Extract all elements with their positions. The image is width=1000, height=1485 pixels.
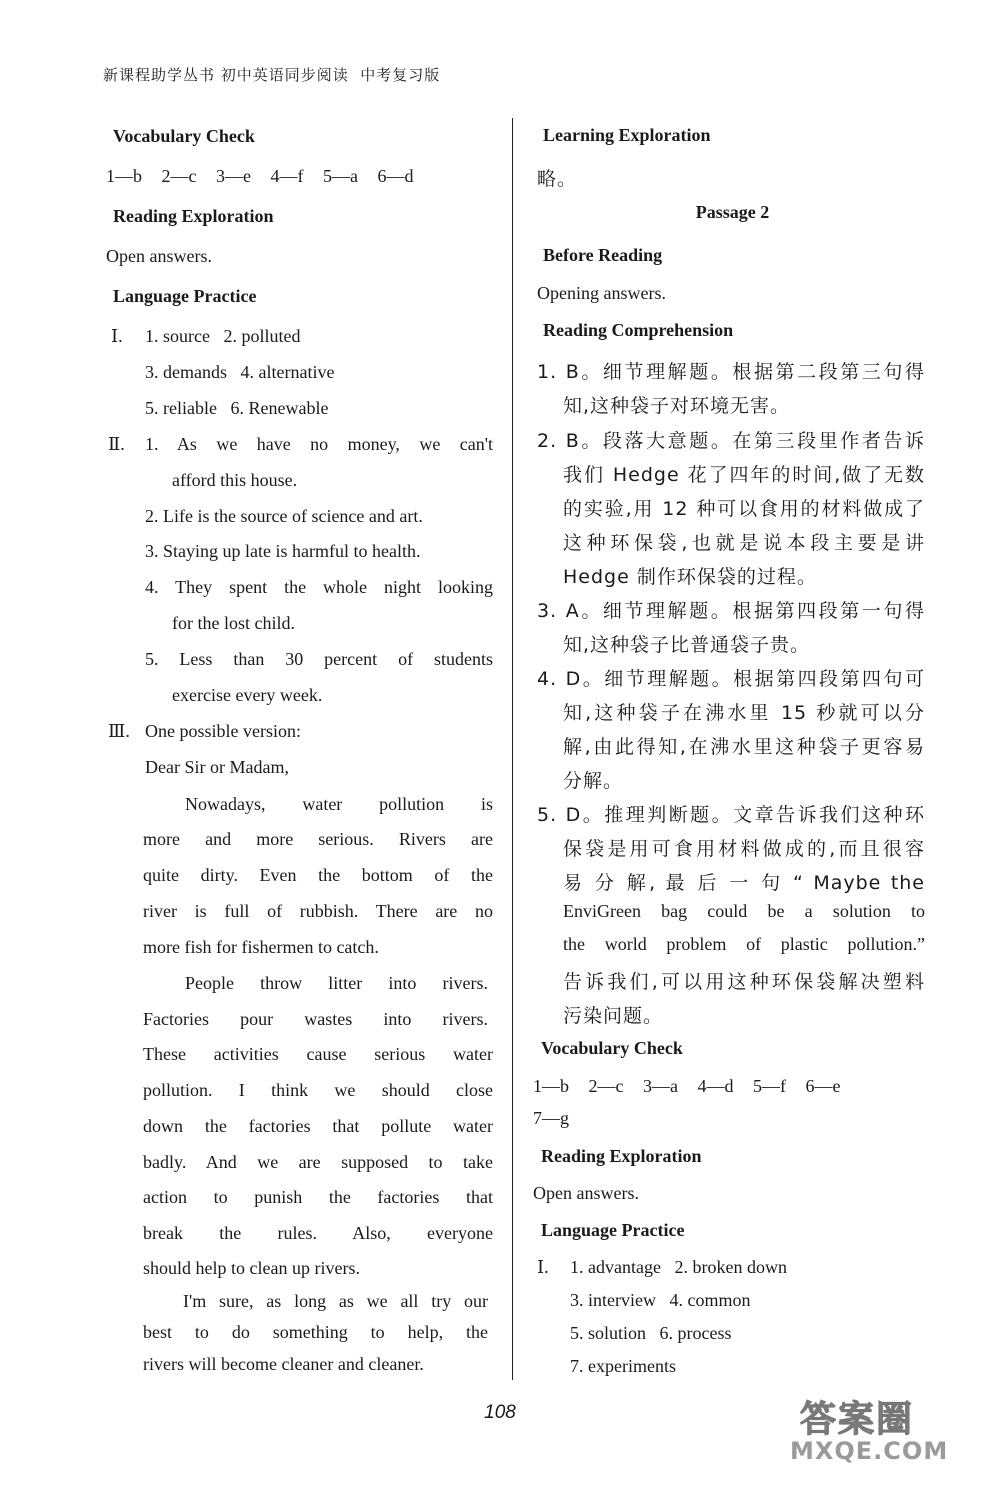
rc-line: 这种环保袋,也就是说本段主要是讲 bbox=[563, 532, 925, 554]
rc-line: 3. A。细节理解题。根据第四段第一句得 bbox=[537, 600, 925, 622]
essay-line: action to punish the factories that bbox=[143, 1187, 493, 1207]
essay-line: more and more serious. Rivers are bbox=[143, 829, 493, 849]
section-I-line-2: 3. interview 4. common bbox=[570, 1290, 751, 1310]
section-II-line: 1. As we have no money, we can't bbox=[145, 434, 493, 454]
watermark-url: MXQE.COM bbox=[790, 1437, 949, 1465]
passage-title: Passage 2 bbox=[695, 202, 770, 222]
rc-line: 知,这种袋子比普通袋子贵。 bbox=[563, 634, 811, 656]
essay-line: Nowadays, water pollution is bbox=[185, 794, 493, 814]
reading-exploration-heading-2: Reading Exploration bbox=[541, 1146, 702, 1166]
learning-exploration-answer: 略。 bbox=[537, 168, 578, 190]
essay-line: I'm sure, as long as we all try our bbox=[183, 1291, 488, 1311]
essay-line: down the factories that pollute water bbox=[143, 1116, 493, 1136]
section-II-line: 4. They spent the whole night looking bbox=[145, 577, 493, 597]
section-I-line: 1. source 2. polluted bbox=[145, 326, 301, 346]
rc-line: 的实验,用 12 种可以食用的材料做成了 bbox=[563, 498, 925, 520]
section-II-line: 3. Staying up late is harmful to health. bbox=[145, 541, 421, 561]
essay-line: should help to clean up rivers. bbox=[143, 1258, 360, 1278]
section-I-line-2: 5. solution 6. process bbox=[570, 1323, 732, 1343]
section-I-line: 5. reliable 6. Renewable bbox=[145, 398, 329, 418]
language-practice-heading-2: Language Practice bbox=[541, 1220, 685, 1240]
section-I-label: Ⅰ. bbox=[111, 326, 123, 346]
rc-line: 知,这种袋子对环境无害。 bbox=[563, 395, 791, 417]
reading-exploration-answer: Open answers. bbox=[106, 246, 212, 266]
rc-line: 1. B。细节理解题。根据第二段第三句得 bbox=[537, 361, 925, 383]
rc-line: 易 分 解, 最 后 一 句 “ Maybe the bbox=[563, 872, 925, 894]
rc-line: 分解。 bbox=[563, 770, 624, 792]
rc-line: Hedge 制作环保袋的过程。 bbox=[563, 566, 817, 588]
essay-line: quite dirty. Even the bottom of the bbox=[143, 865, 493, 885]
essay-line: People throw litter into rivers. bbox=[185, 973, 488, 993]
section-II-label: Ⅱ. bbox=[108, 434, 125, 454]
rc-line: 污染问题。 bbox=[563, 1005, 664, 1027]
letter-salutation: Dear Sir or Madam, bbox=[145, 757, 289, 777]
essay-line: river is full of rubbish. There are no bbox=[143, 901, 493, 921]
section-II-line: afford this house. bbox=[172, 470, 298, 490]
before-reading-heading: Before Reading bbox=[543, 245, 663, 265]
section-I-label-2: Ⅰ. bbox=[537, 1257, 549, 1277]
vocab-check-answers: 1—b 2—c 3—e 4—f 5—a 6—d bbox=[106, 166, 414, 186]
rc-line: 保袋是用可食用材料做成的,而且很容 bbox=[563, 838, 925, 860]
watermark-text: 答案圈 bbox=[800, 1399, 915, 1440]
reading-comprehension-heading: Reading Comprehension bbox=[543, 320, 734, 340]
essay-line: badly. And we are supposed to take bbox=[143, 1152, 493, 1172]
essay-line: best to do something to help, the bbox=[143, 1322, 488, 1342]
language-practice-heading: Language Practice bbox=[113, 286, 257, 306]
essay-line: pollution. I think we should close bbox=[143, 1080, 493, 1100]
section-III-label: Ⅲ. bbox=[108, 721, 130, 741]
reading-exploration-answer-2: Open answers. bbox=[533, 1183, 639, 1203]
rc-line: 知,这种袋子在沸水里 15 秒就可以分 bbox=[563, 702, 925, 724]
page-number: 108 bbox=[484, 1402, 516, 1423]
section-I-line-2: 7. experiments bbox=[570, 1356, 676, 1376]
before-reading-answer: Opening answers. bbox=[537, 283, 666, 303]
essay-line: These activities cause serious water bbox=[143, 1044, 493, 1064]
vocab-check-answers-2: 1—b 2—c 3—a 4—d 5—f 6—e bbox=[533, 1076, 841, 1096]
section-II-line: 2. Life is the source of science and art. bbox=[145, 506, 423, 526]
reading-exploration-heading: Reading Exploration bbox=[113, 206, 274, 226]
running-header: 新课程助学丛书 初中英语同步阅读 中考复习版 bbox=[103, 66, 441, 84]
watermark-logo bbox=[782, 1391, 982, 1471]
rc-line: 4. D。细节理解题。根据第四段第四句可 bbox=[537, 668, 925, 690]
section-II-line: for the lost child. bbox=[172, 613, 295, 633]
essay-line: break the rules. Also, everyone bbox=[143, 1223, 493, 1243]
column-divider bbox=[512, 118, 513, 1380]
vocab-check-heading: Vocabulary Check bbox=[113, 126, 255, 146]
rc-line: EnviGreen bag could be a solution to bbox=[563, 901, 925, 921]
learning-exploration-heading: Learning Exploration bbox=[543, 125, 711, 145]
essay-line: more fish for fishermen to catch. bbox=[143, 937, 379, 957]
essay-line: Factories pour wastes into rivers. bbox=[143, 1009, 488, 1029]
rc-line: 5. D。推理判断题。文章告诉我们这种环 bbox=[537, 804, 925, 826]
vocab-check-answers-2b: 7—g bbox=[533, 1108, 569, 1128]
rc-line: 2. B。段落大意题。在第三段里作者告诉 bbox=[537, 430, 925, 452]
section-I-line: 3. demands 4. alternative bbox=[145, 362, 335, 382]
section-II-line: 5. Less than 30 percent of students bbox=[145, 649, 493, 669]
rc-line: 解,由此得知,在沸水里这种袋子更容易 bbox=[563, 736, 925, 758]
essay-line: rivers will become cleaner and cleaner. bbox=[143, 1354, 424, 1374]
rc-line: the world problem of plastic pollution.” bbox=[563, 934, 925, 954]
rc-line: 告诉我们,可以用这种环保袋解决塑料 bbox=[563, 971, 925, 993]
section-II-line: exercise every week. bbox=[172, 685, 323, 705]
vocab-check-heading-2: Vocabulary Check bbox=[541, 1038, 683, 1058]
rc-line: 我们 Hedge 花了四年的时间,做了无数 bbox=[563, 464, 925, 486]
section-I-line-2: 1. advantage 2. broken down bbox=[570, 1257, 787, 1277]
section-III-intro: One possible version: bbox=[145, 721, 301, 741]
